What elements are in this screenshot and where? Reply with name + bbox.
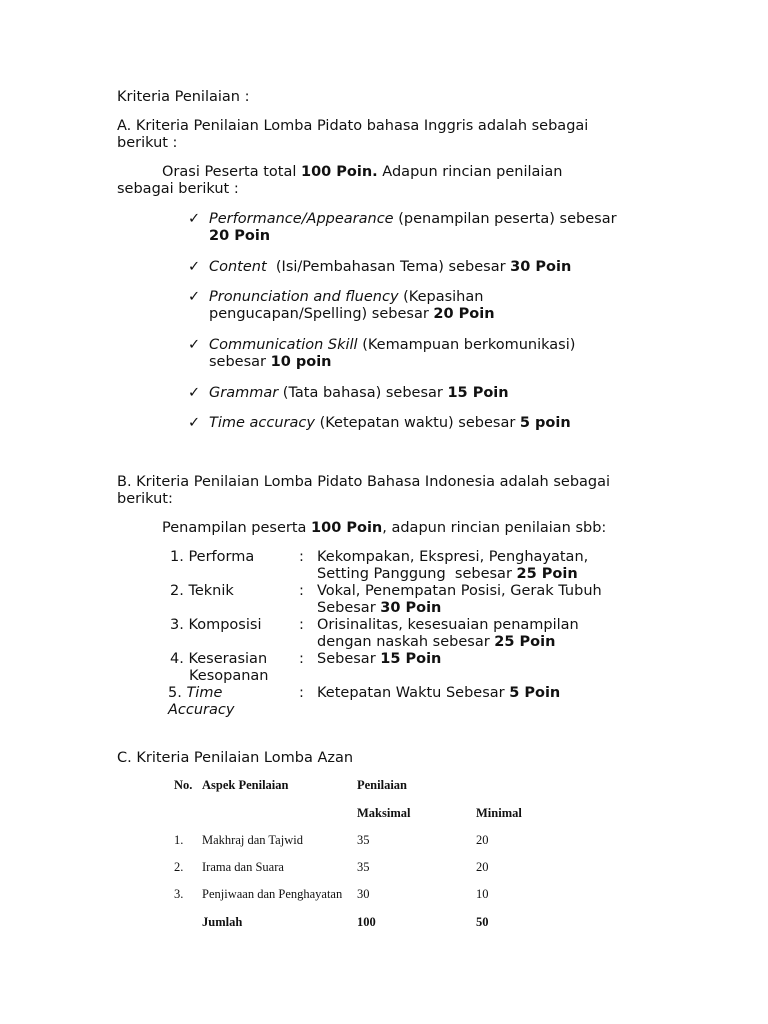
checkmark-icon: ✓ xyxy=(188,415,201,431)
item-points: 20 Poin xyxy=(209,228,271,244)
criteria-item: ✓ Time accuracy (Ketepatan waktu) sebesar 5 poin xyxy=(188,415,571,431)
item-points: 15 Poin xyxy=(447,385,509,401)
section-a-intro-cont: sebagai berikut : xyxy=(117,181,239,197)
checkmark-icon: ✓ xyxy=(188,211,201,227)
item-points: 30 Poin xyxy=(380,600,442,616)
section-a-title-cont: berikut : xyxy=(117,135,178,151)
aspect-desc: Orisinalitas, kesesuaian penampilan dengan naskah sebesar 25 Poin xyxy=(317,617,579,650)
checkmark-icon: ✓ xyxy=(188,259,201,275)
document-page: Kriteria Penilaian : A. Kriteria Penilaian Lomba Pidato bahasa Inggris adalah sebagai berikut : Orasi Peserta total 100 Poin. Adapun rincian penilaian sebagai berikut : ✓ Performance/Appearance (penampilan peserta) sebesar 20 Poin ✓ Content (Isi/Pembahasan Tema) sebesar 30 Poin ✓ Pronunciation and fluency (Kepasihan pengucapan/Spelling) sebesar 20 Poin ✓ Communication Skill (Kemampuan berkomunikasi) sebesar 10 poin ✓ Grammar (Tata bahasa) sebesar 15 Poin ✓ Time accuracy (Ketepatan waktu) sebesar 5 poin B. Kriteria Penilaian Lomba Pidato Bahasa Indonesia adalah sebagai berikut: Penampilan peserta 100 Poin, adapun rincian penilaian sbb: 1. Performa : Kekompakan, Ekspresi, Penghayatan, Setting Panggung sebesar 25 Poin 2. Teknik : Vokal, Penempatan Posisi, Gerak Tubuh Sebesar 30 Poin 3. Komposisi : Orisinalitas, kesesuaian penampilan dengan naskah sebesar 25 Poin 4. Keserasian Kesopanan : Sebesar 15 Poin 5. Time Accuracy : Ketepatan Waktu Sebesar 5 Poin C. Kriteria Penilaian Lomba Azan No. Aspek Penilaian Penilaian Maksimal Minimal 1. Makhraj dan Tajwid 35 20 2. Irama dan Suara 35 20 3. Penjiwaan dan Penghayatan 30 10 Jumlah 100 50 xyxy=(0,0,768,1024)
table-header-min: Minimal xyxy=(476,806,522,820)
aspect-desc: Kekompakan, Ekspresi, Penghayatan, Setting Panggung sebesar 25 Poin xyxy=(317,549,589,582)
item-points: 20 Poin xyxy=(433,306,495,322)
criteria-item: ✓ Content (Isi/Pembahasan Tema) sebesar 30 Poin xyxy=(188,259,572,275)
table-header-max: Maksimal xyxy=(357,806,411,820)
table-header-penilaian: Penilaian xyxy=(357,778,408,792)
intro-text: Orasi Peserta total xyxy=(162,164,301,180)
checkmark-icon: ✓ xyxy=(188,289,201,305)
criteria-item: ✓ Performance/Appearance (penampilan peserta) sebesar 20 Poin xyxy=(188,211,617,244)
checkmark-icon: ✓ xyxy=(188,337,201,353)
colon: : xyxy=(299,685,304,701)
colon: : xyxy=(299,583,304,599)
intro-total: 100 Poin xyxy=(311,520,383,536)
item-points: 5 Poin xyxy=(509,685,561,701)
colon: : xyxy=(299,651,304,667)
section-a-intro xyxy=(162,164,708,181)
aspect-label: 2. Teknik xyxy=(170,583,234,599)
intro-text-2: Adapun rincian penilaian xyxy=(377,164,563,180)
item-points: 25 Poin xyxy=(494,634,556,650)
aspect-desc: Vokal, Penempatan Posisi, Gerak Tubuh Sebesar 30 Poin xyxy=(317,583,602,616)
table-header-aspek: Aspek Penilaian xyxy=(202,778,289,792)
colon: : xyxy=(299,549,304,565)
aspect-desc: Sebesar 15 Poin xyxy=(317,651,442,667)
intro-total: 100 Poin. xyxy=(300,164,378,180)
item-points: 25 Poin xyxy=(516,566,578,582)
section-c-title: C. Kriteria Penilaian Lomba Azan xyxy=(117,750,354,766)
criteria-item: ✓ Communication Skill (Kemampuan berkomunikasi) sebesar 10 poin xyxy=(188,337,576,370)
checkmark-icon: ✓ xyxy=(188,385,201,401)
aspect-desc: Ketepatan Waktu Sebesar 5 Poin xyxy=(317,685,561,701)
item-points: 30 Poin xyxy=(510,259,572,275)
aspect-label: 4. Keserasian Kesopanan xyxy=(170,651,269,684)
section-b-intro: Penampilan peserta 100 Poin, adapun rincian penilaian sbb: xyxy=(162,520,607,536)
criteria-item: ✓ Pronunciation and fluency (Kepasihan pengucapan/Spelling) sebesar 20 Poin xyxy=(188,289,495,322)
item-points: 15 Poin xyxy=(380,651,442,667)
page-heading: Kriteria Penilaian : xyxy=(117,89,250,105)
item-points: 10 poin xyxy=(270,354,332,370)
aspect-label: 1. Performa xyxy=(170,549,255,565)
table-header-no: No. xyxy=(174,778,193,792)
aspect-label: 5. Time Accuracy xyxy=(168,685,235,718)
colon: : xyxy=(299,617,304,633)
section-a-title: A. Kriteria Penilaian Lomba Pidato bahasa Inggris adalah sebagai xyxy=(117,118,589,134)
aspect-label: 3. Komposisi xyxy=(170,617,262,633)
criteria-item: ✓ Grammar (Tata bahasa) sebesar 15 Poin xyxy=(188,385,509,401)
section-b-title: B. Kriteria Penilaian Lomba Pidato Bahasa Indonesia adalah sebagai xyxy=(117,474,611,490)
section-b-title-cont: berikut: xyxy=(117,491,173,507)
item-points: 5 poin xyxy=(519,415,571,431)
